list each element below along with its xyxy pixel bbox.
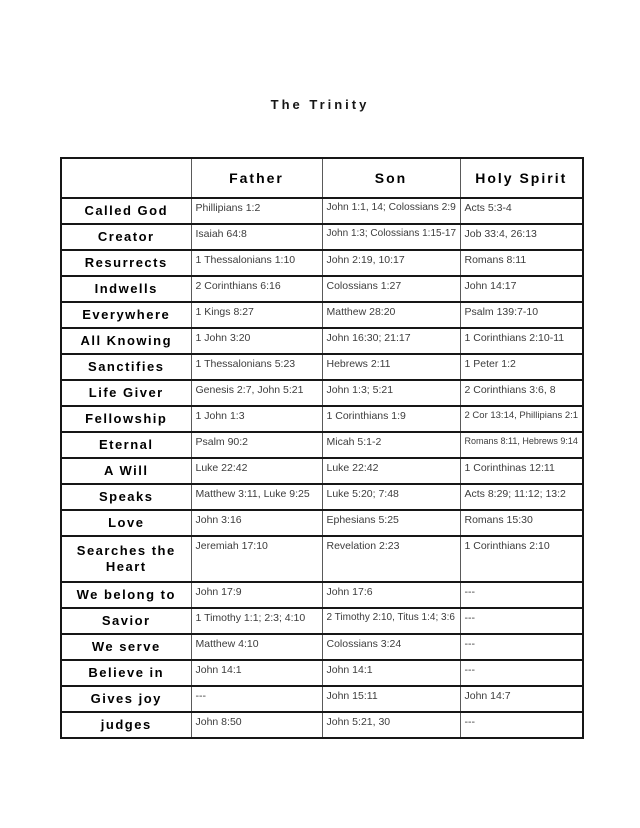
son-cell: Colossians 3:24 xyxy=(322,634,460,660)
father-cell: 1 John 1:3 xyxy=(191,406,322,432)
table-row xyxy=(61,484,583,510)
father-cell: John 8:50 xyxy=(191,712,322,738)
father-cell: Genesis 2:7, John 5:21 xyxy=(191,380,322,406)
son-cell: Matthew 28:20 xyxy=(322,302,460,328)
father-cell: John 14:1 xyxy=(191,660,322,686)
row-label: Fellowship xyxy=(61,406,191,432)
son-cell: Micah 5:1-2 xyxy=(322,432,460,458)
son-cell: John 1:3; 5:21 xyxy=(322,380,460,406)
holy-spirit-cell: Psalm 139:7-10 xyxy=(460,302,583,328)
holy-spirit-cell: 1 Peter 1:2 xyxy=(460,354,583,380)
table-row xyxy=(61,302,583,328)
header-holy-spirit: Holy Spirit xyxy=(460,158,583,198)
holy-spirit-cell: Acts 5:3-4 xyxy=(460,198,583,224)
header-blank xyxy=(61,158,191,198)
table-row xyxy=(61,536,583,582)
row-label: Called God xyxy=(61,198,191,224)
table-row xyxy=(61,380,583,406)
page-title: The Trinity xyxy=(270,97,370,112)
table-row xyxy=(61,328,583,354)
row-label: Sanctifies xyxy=(61,354,191,380)
table-row xyxy=(61,686,583,712)
row-label: Savior xyxy=(61,608,191,634)
row-label: Indwells xyxy=(61,276,191,302)
table-row xyxy=(61,250,583,276)
son-cell: 2 Timothy 2:10, Titus 1:4; 3:6 xyxy=(322,608,460,634)
row-label: Everywhere xyxy=(61,302,191,328)
holy-spirit-cell: --- xyxy=(460,712,583,738)
table-row xyxy=(61,198,583,224)
holy-spirit-cell: John 14:17 xyxy=(460,276,583,302)
holy-spirit-cell: 2 Corinthians 3:6, 8 xyxy=(460,380,583,406)
holy-spirit-cell: Job 33:4, 26:13 xyxy=(460,224,583,250)
son-cell: Hebrews 2:11 xyxy=(322,354,460,380)
table-row xyxy=(61,354,583,380)
row-label: Creator xyxy=(61,224,191,250)
holy-spirit-cell: 1 Corinthians 2:10 xyxy=(460,536,583,582)
table-row xyxy=(61,634,583,660)
son-cell: Colossians 1:27 xyxy=(322,276,460,302)
son-cell: John 14:1 xyxy=(322,660,460,686)
table-row xyxy=(61,608,583,634)
son-cell: Revelation 2:23 xyxy=(322,536,460,582)
holy-spirit-cell: --- xyxy=(460,608,583,634)
holy-spirit-cell: John 14:7 xyxy=(460,686,583,712)
father-cell: --- xyxy=(191,686,322,712)
row-label: Believe in xyxy=(61,660,191,686)
header-son: Son xyxy=(322,158,460,198)
row-label: Gives joy xyxy=(61,686,191,712)
father-cell: Psalm 90:2 xyxy=(191,432,322,458)
son-cell: John 1:1, 14; Colossians 2:9 xyxy=(322,198,460,224)
row-label: judges xyxy=(61,712,191,738)
row-label: Eternal xyxy=(61,432,191,458)
son-cell: 1 Corinthians 1:9 xyxy=(322,406,460,432)
holy-spirit-cell: Romans 8:11, Hebrews 9:14 xyxy=(460,432,583,458)
son-cell: John 5:21, 30 xyxy=(322,712,460,738)
father-cell: 1 John 3:20 xyxy=(191,328,322,354)
trinity-table xyxy=(60,157,584,739)
row-label: Searches the Heart xyxy=(61,536,191,582)
holy-spirit-cell: --- xyxy=(460,634,583,660)
holy-spirit-cell: Romans 15:30 xyxy=(460,510,583,536)
father-cell: 1 Thessalonians 5:23 xyxy=(191,354,322,380)
holy-spirit-cell: Romans 8:11 xyxy=(460,250,583,276)
father-cell: Matthew 3:11, Luke 9:25 xyxy=(191,484,322,510)
son-cell: John 2:19, 10:17 xyxy=(322,250,460,276)
header-row xyxy=(61,158,583,198)
holy-spirit-cell: --- xyxy=(460,582,583,608)
header-father: Father xyxy=(191,158,322,198)
holy-spirit-cell: 1 Corinthians 2:10-11 xyxy=(460,328,583,354)
row-label: A Will xyxy=(61,458,191,484)
son-cell: Luke 22:42 xyxy=(322,458,460,484)
son-cell: John 16:30; 21:17 xyxy=(322,328,460,354)
holy-spirit-cell: --- xyxy=(460,660,583,686)
table-row xyxy=(61,224,583,250)
row-label: We belong to xyxy=(61,582,191,608)
table-row xyxy=(61,712,583,738)
father-cell: Jeremiah 17:10 xyxy=(191,536,322,582)
holy-spirit-cell: Acts 8:29; 11:12; 13:2 xyxy=(460,484,583,510)
table-row xyxy=(61,432,583,458)
table-row xyxy=(61,458,583,484)
row-label: Life Giver xyxy=(61,380,191,406)
father-cell: 1 Thessalonians 1:10 xyxy=(191,250,322,276)
father-cell: John 17:9 xyxy=(191,582,322,608)
holy-spirit-cell: 1 Corinthinas 12:11 xyxy=(460,458,583,484)
son-cell: John 17:6 xyxy=(322,582,460,608)
table-row xyxy=(61,510,583,536)
father-cell: John 3:16 xyxy=(191,510,322,536)
father-cell: 1 Kings 8:27 xyxy=(191,302,322,328)
son-cell: John 1:3; Colossians 1:15-17 xyxy=(322,224,460,250)
row-label: Resurrects xyxy=(61,250,191,276)
table-row xyxy=(61,582,583,608)
father-cell: Matthew 4:10 xyxy=(191,634,322,660)
row-label: We serve xyxy=(61,634,191,660)
father-cell: 2 Corinthians 6:16 xyxy=(191,276,322,302)
table-row xyxy=(61,660,583,686)
father-cell: Luke 22:42 xyxy=(191,458,322,484)
father-cell: 1 Timothy 1:1; 2:3; 4:10 xyxy=(191,608,322,634)
table-row xyxy=(61,276,583,302)
table-row xyxy=(61,406,583,432)
father-cell: Phillipians 1:2 xyxy=(191,198,322,224)
row-label: Love xyxy=(61,510,191,536)
holy-spirit-cell: 2 Cor 13:14, Phillipians 2:1 xyxy=(460,406,583,432)
son-cell: John 15:11 xyxy=(322,686,460,712)
father-cell: Isaiah 64:8 xyxy=(191,224,322,250)
son-cell: Luke 5:20; 7:48 xyxy=(322,484,460,510)
son-cell: Ephesians 5:25 xyxy=(322,510,460,536)
row-label: All Knowing xyxy=(61,328,191,354)
row-label: Speaks xyxy=(61,484,191,510)
